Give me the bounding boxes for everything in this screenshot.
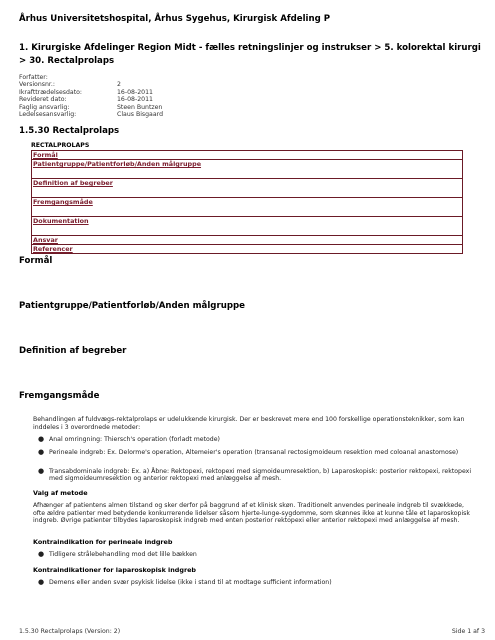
meta-key: Versionsnr.:: [19, 81, 55, 89]
bullet-icon: ●: [38, 435, 45, 443]
meta-value: 16-08-2011: [117, 88, 153, 96]
footer-page-number: Side 1 af 3: [451, 628, 485, 635]
toc-cell: [32, 217, 463, 236]
kontra-laparoskopisk-heading: Kontraindikationer for laparoskopisk indgreb: [33, 566, 197, 574]
bullet-icon: ●: [38, 448, 45, 456]
toc-link-fremgangsmaade[interactable]: Fremgangsmåde: [33, 198, 93, 206]
meta-key: Revideret dato:: [19, 96, 67, 104]
meta-key: Ledelsesansvarlig:: [19, 111, 77, 119]
list-item: [38, 579, 476, 586]
toc-cell: [32, 151, 463, 160]
list-item-text: Tidligere strålebehandling mod det lille bækken: [49, 551, 197, 558]
meta-row: [19, 81, 163, 88]
meta-value: Claus Bisgaard: [117, 111, 164, 119]
meta-value: 2: [117, 81, 121, 89]
toc-table: [31, 150, 463, 254]
list-item: [38, 551, 476, 558]
toc-cell: [32, 245, 463, 254]
list-item-text: Transabdominale indgreb: Ex. a) Åbne: Rektopexi, rektopexi med sigmoideumresektion, b) Laparoskopisk: posterior rektopexi, rektopexi med sigmoideumresektion og anterior rektopexi med anlæggelse af mesh.: [49, 468, 472, 483]
section-heading-formaal: Formål: [19, 256, 53, 266]
table-of-contents: [31, 142, 463, 254]
meta-row: [19, 104, 163, 111]
toc-link-definition[interactable]: Definition af begreber: [33, 179, 113, 187]
meta-row: [19, 111, 163, 118]
meta-value: Steen Buntzen: [117, 103, 163, 111]
kontra-perineale-heading: Kontraindikation for perineale indgreb: [33, 538, 173, 546]
list-item-text: Anal omringning: Thiersch's operation (forladt metode): [49, 436, 220, 443]
toc-link-patientgruppe[interactable]: Patientgruppe/Patientforløb/Anden målgruppe: [33, 160, 202, 168]
bullet-icon: ●: [38, 550, 45, 558]
toc-cell: [32, 236, 463, 245]
bullet-icon: ●: [38, 467, 45, 475]
valg-text: Afhænger af patientens almen tilstand og sker derfor på baggrund af et klinisk skøn. Traditionelt anvendes perineale indgreb til svækkede, ofte ældre patienter med betydende konkurrerende lidelser såsom hjerte-lunge-sygdomme, som skønnes ikke at kunne tåle et laparoskopisk indgreb. Øvrige patienter tilbydes laparoskopisk indgreb med enten posterior rektopexi eller anterior rektopexi med anlæggelse af mesh.: [33, 502, 470, 525]
section-heading-fremgangsmaade: Fremgangsmåde: [19, 391, 100, 401]
meta-key: Forfatter:: [19, 74, 48, 81]
footer-version: 1.5.30 Rectalprolaps (Version: 2): [19, 628, 121, 635]
toc-heading: RECTALPROLAPS: [31, 142, 90, 149]
valg-heading: Valg af metode: [33, 489, 88, 497]
meta-row: [19, 74, 163, 81]
toc-link-dokumentation[interactable]: Dokumentation: [33, 217, 89, 225]
toc-cell: [32, 198, 463, 217]
toc-link-referencer[interactable]: Referencer: [33, 245, 73, 253]
toc-cell: [32, 179, 463, 198]
bullet-icon: ●: [38, 578, 45, 586]
list-item-text: Perineale indgreb: Ex. Delorme's operation, Altemeier's operation (transanal rectosigmoideum resektion med coloanal anastomose): [49, 449, 459, 456]
meta-key: Ikrafttrædelsesdato:: [19, 88, 83, 96]
toc-link-formaal[interactable]: Formål: [33, 151, 58, 159]
list-item: [38, 468, 476, 483]
list-item-text: Demens eller anden svær psykisk lidelse (ikke i stand til at modtage sufficient information): [49, 579, 332, 586]
toc-cell: [32, 160, 463, 179]
meta-row: [19, 96, 163, 103]
section-heading-definition: Definition af begreber: [19, 346, 127, 356]
document-title: 1.5.30 Rectalprolaps: [19, 126, 120, 136]
fremgang-intro: Behandlingen af fuldvægs-rektalprolaps er udelukkende kirurgisk. Der er beskrevet mere end 100 forskellige operationsteknikker, som kan inddeles i 3 overordnede metoder:: [33, 416, 465, 431]
list-item: [38, 436, 476, 443]
metadata-block: [19, 74, 163, 118]
list-item: [38, 449, 476, 456]
section-heading-patientgruppe: Patientgruppe/Patientforløb/Anden målgruppe: [19, 301, 245, 311]
hospital-header: Århus Universitetshospital, Århus Sygehus, Kirurgisk Afdeling P: [19, 14, 331, 24]
meta-value: 16-08-2011: [117, 96, 153, 104]
breadcrumb: 1. Kirurgiske Afdelinger Region Midt - fælles retningslinjer og instrukser > 5. kolorektal kirurgi > 30. Rectalprolaps: [19, 43, 481, 66]
meta-key: Faglig ansvarlig:: [19, 103, 70, 111]
toc-link-ansvar[interactable]: Ansvar: [33, 236, 58, 244]
meta-row: [19, 89, 163, 96]
